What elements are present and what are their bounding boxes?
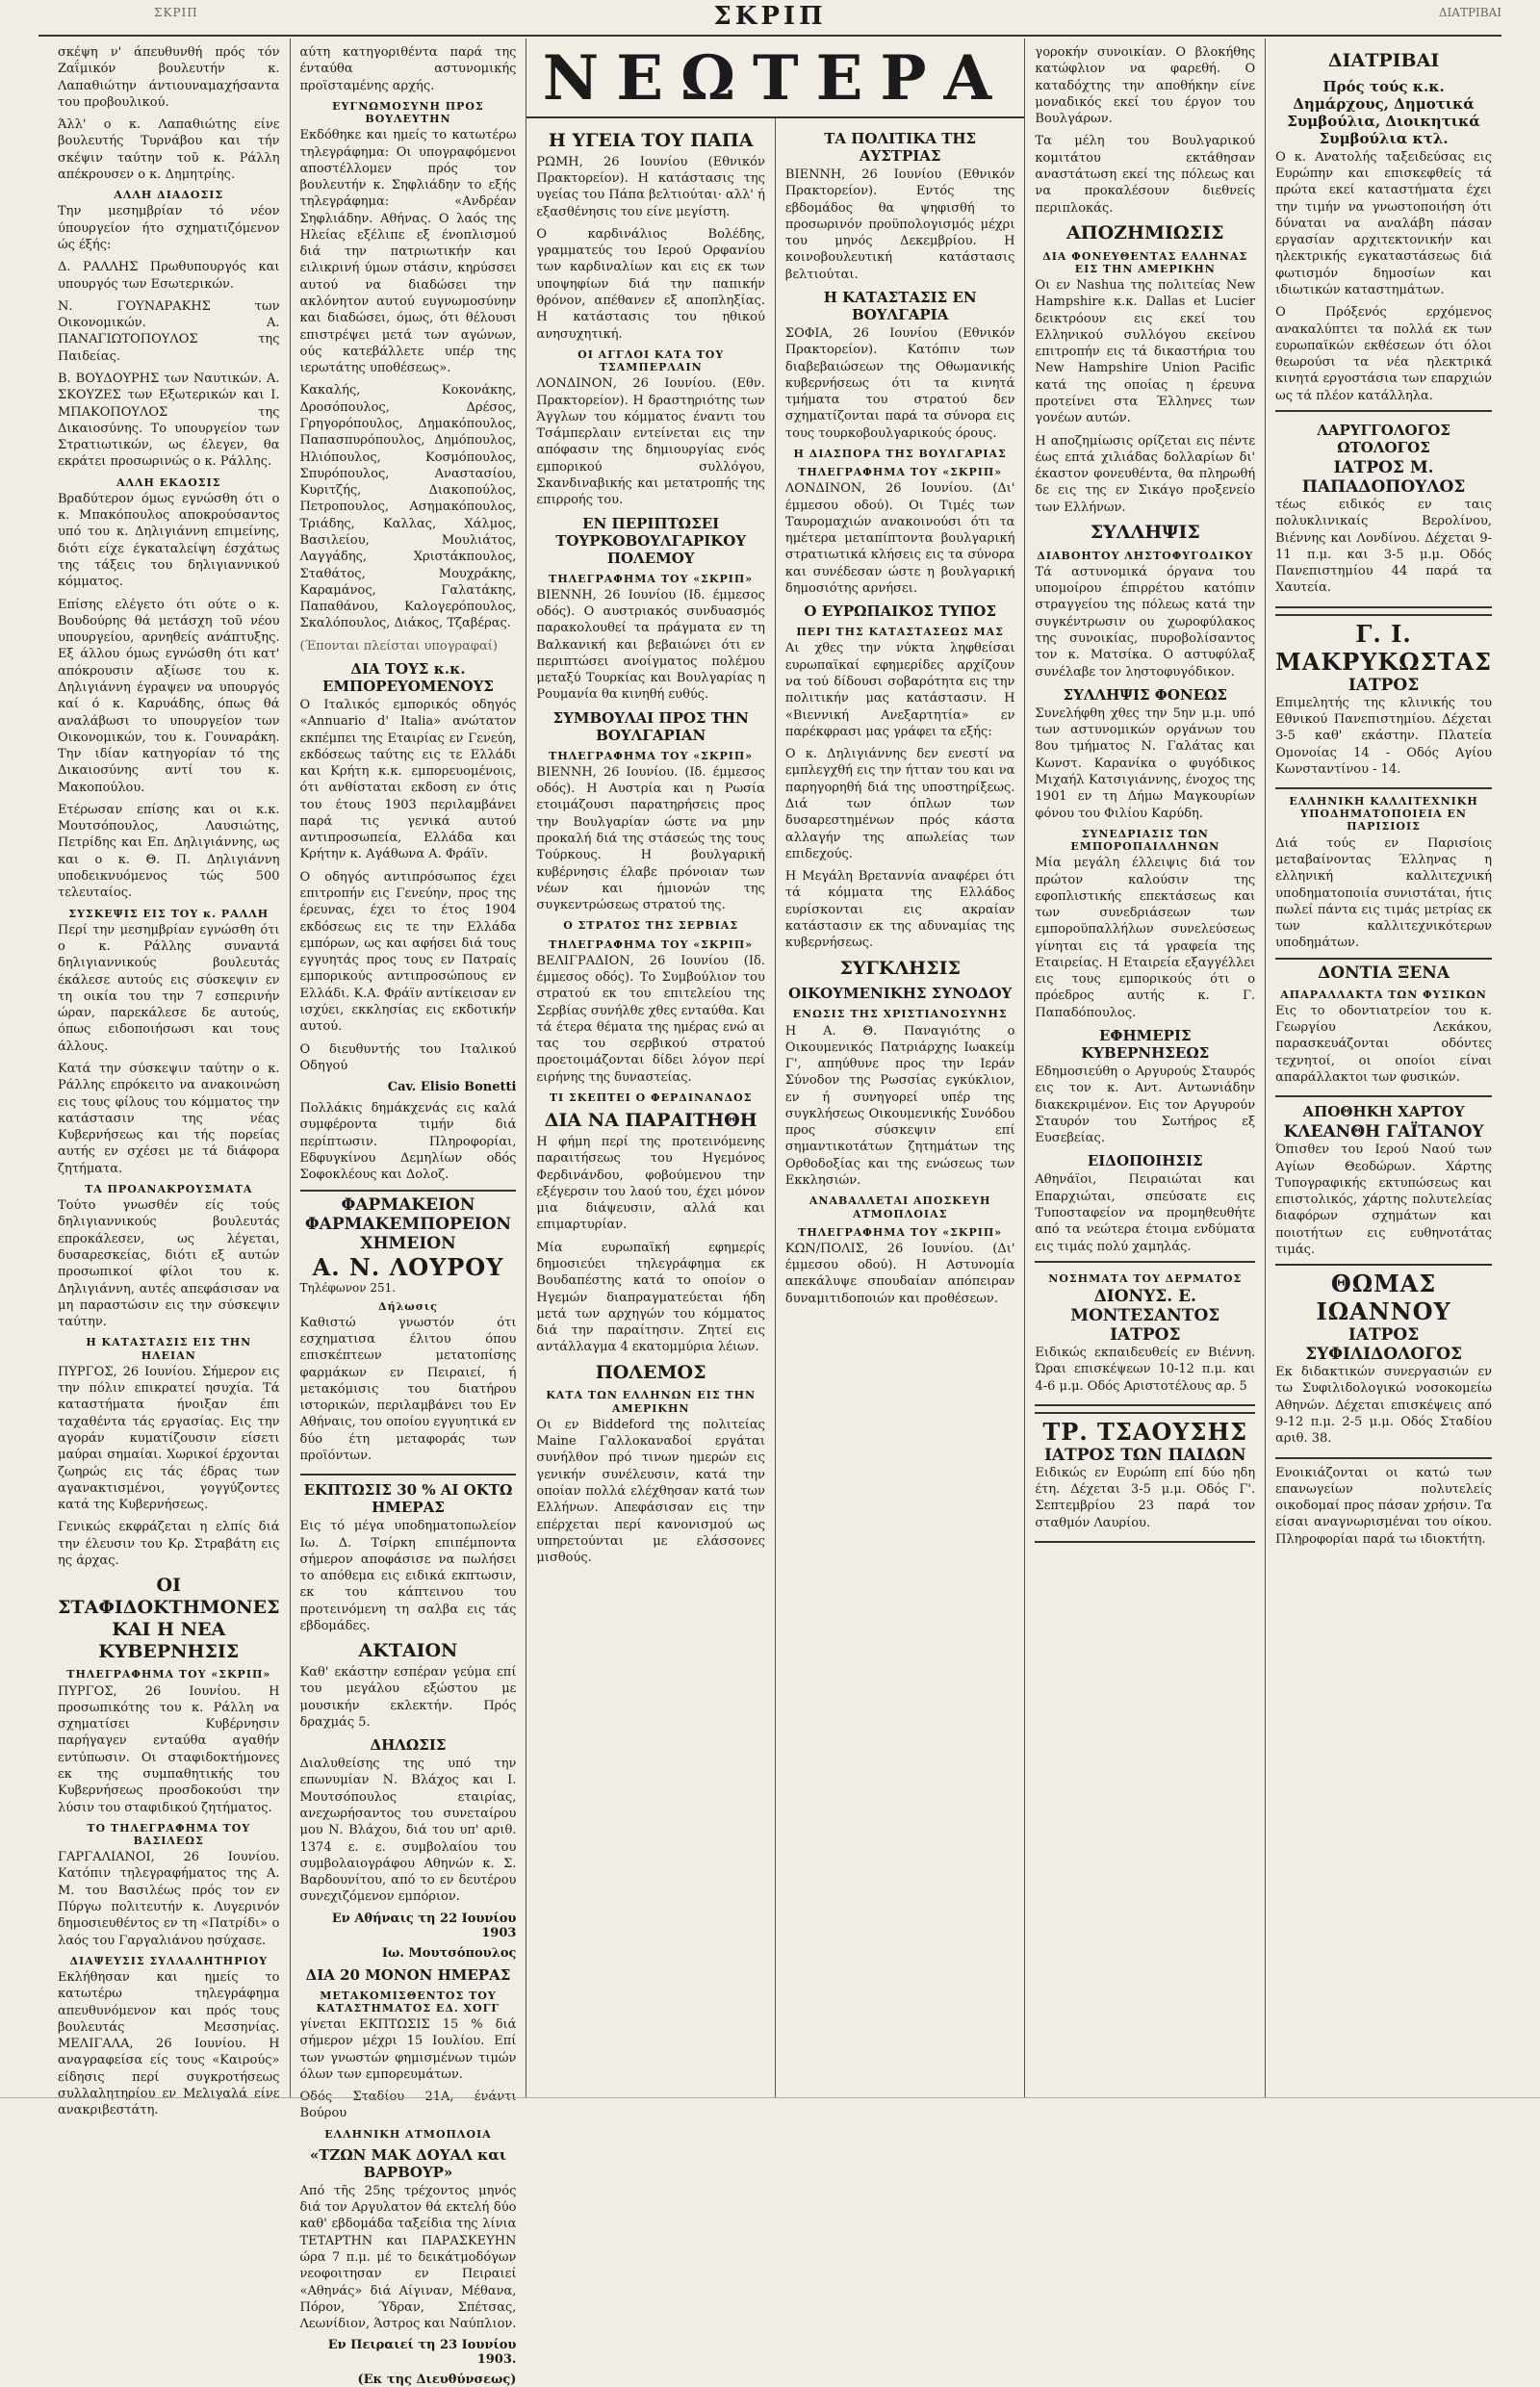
subheading: ΟΙΚΟΥΜΕΝΙΚΗΣ ΣΥΝΟΔΟΥ (788, 985, 1013, 1003)
article-text: αύτη κατηγοριθέντα παρά της ένταύθα αστυνομικής προϊσταμένης αρχής. (299, 45, 517, 93)
article-text: γίνεται ΕΚΠΤΩΣΙΣ 15 % διά σήμερον μέχρι 15 Ιουλίου. Επί των γνωστών φημισμένων τιμών όλων των εμπορευμάτων. (299, 2017, 517, 2082)
section-heading: ΤΟ ΤΗΛΕΓΡΑΦΗΜΑ ΤΟΥ ΒΑΣΙΛΕΩΣ (87, 1821, 251, 1847)
column-4 (776, 118, 1025, 2098)
section-heading: ΑΝΑΒΑΛΛΕΤΑΙ ΑΠΟΣΚΕΥΗ ΑΤΜΟΠΛΟΙΑΣ (808, 1194, 991, 1220)
article-text: Τα μέλη του Βουλγαρικού κομιτάτου εκτάθησαν αναστάτωση εκεί της πόλεως και να προκαλέσουν διεθνείς περιπλοκάς. (1035, 134, 1256, 216)
article-text: Εκ διδακτικών συνεργασιών εν τω Συφιλιδολογικώ νοσοκομείω Αθηνών. Δέχεται επισκέψεις από 9-12 π.μ. 2-5 μ.μ. Οδός Σταδίου αριθ. 38. (1275, 1365, 1492, 1447)
section-heading: ΣΥΣΚΕΨΙΣ ΕΙΣ ΤΟΥ κ. ΡΑΛΛΗ (68, 907, 270, 920)
section-heading: ΤΑ ΠΡΟΑΝΑΚΡΟΥΣΜΑΤΑ (85, 1183, 253, 1195)
subheading: ΠΕΡΙ ΤΗΣ ΚΑΤΑΣΤΑΣΕΩΣ ΜΑΣ (796, 626, 1004, 639)
column-5 (1025, 38, 1266, 2098)
subheading: ΔΙΑ ΦΟΝΕΥΘΕΝΤΑΣ ΕΛΛΗΝΑΣ ΕΙΣ ΤΗΝ ΑΜΕΡΙΚΗΝ (1042, 249, 1248, 275)
subheading: ΜΕΤΑΚΟΜΙΣΘΕΝΤΟΣ ΤΟΥ ΚΑΤΑΣΤΗΜΑΤΟΣ ΕΔ. ΧΟΓΓ (316, 1989, 500, 2015)
ad-name: Α. Ν. ΛΟΥΡΟΥ (312, 1252, 504, 1281)
section-heading: ΔΙΑ ΤΟΥΣ κ.κ. ΕΜΠΟΡΕΥΟΜΕΝΟΥΣ (322, 659, 494, 695)
article-text: ΛΟΝΔΙΝΟΝ, 26 Ιουνίου. (Δι' έμμεσου οδού). Οι Τιμές των Ταυρομαχιών ανακοινούσι ότι τα ημέτερα μεταπίπτοντα βουλγαρική στρατιωτικά κλήσεις εις τα σύνορα και συνέδεσαν ώστε η βουλγαρική δημοσιότης αρνήσει. (784, 481, 1015, 596)
subheading: ΔΙΑΒΟΗΤΟΥ ΛΗΣΤΟΦΥΓΟΔΙΚΟΥ (1037, 549, 1254, 562)
section-heading: ΟΙ ΑΓΓΛΟΙ ΚΑΤΑ ΤΟΥ ΤΣΑΜΠΕΡΛΑΙΝ (578, 347, 725, 374)
article-text: Κακαλής, Κοκονάκης, Δροσόπουλος, Δρέσος, Γρηγορόπουλος, Δημακόπουλος, Παπασπυρόπουλος, Δημόπουλος, Ηλιόπουλος, Κοσμόπουλος, Σπυρόπουλος, Αναστασίου, Κυριτζής, Διακοπούλος, Πετροπουλος, Ασημακόπουλος, Τριάδης, Καλλας, Χάλμος, Βασιλείου, Μουλιάτος, Λαγγάδης, Χριστάκπουλος, Σταθάτος, Μουχράκης, Καραμάνος, Γαλατάκης, Παπαθάνου, Καλογερόπουλος, Σκαλόπουλος, Διάκος, Τζαβέρας. (299, 383, 517, 631)
pharmacy-ad (300, 1190, 517, 1476)
section-heading: ΟΙ ΣΤΑΦΙΔΟΚΤΗΜΟΝΕΣ ΚΑΙ Η ΝΕΑ ΚΥΒΕΡΝΗΣΙΣ (58, 1575, 280, 1662)
subheading: Πρός τούς κ.κ. Δημάρχους, Δημοτικά Συμβούλια, Διοικητικά Συμβούλια κτλ. (1287, 77, 1480, 147)
article-text: ΣΟΦΙΑ, 26 Ιουνίου (Εθνικόν Πρακτορείον). Κατόπιν των διαβεβαιώσεων της Οθωμανικής κυβερνήσεως ότι τα κινητά τμήματα του στρατού δεν σχηματίζονται παρά τα σύνορα εις τους τουρκοβουλγαρικούς όρους. (784, 325, 1015, 441)
article-text: ΛΟΝΔΙΝΟΝ, 26 Ιουνίου. (Εθν. Πρακτορείον). Η δραστηριότης των Άγγλων του κόμματος έναντι του Τσάμπερλαιν εντείνεται εις την απόφασιν της δημιουργίας ενός εμπορικού συλλόγου, Σκανδιναβικής και μετατροπής της επιρροής του. (536, 376, 765, 508)
article-text: ΠΥΡΓΟΣ, 26 Ιουνίου. Η προσωπικότης του κ. Ράλλη να σχηματίσει Κυβέρνησιν παρήγαγεν ενταύθα αγαθήν εντύπωσιν. Οι σταφιδοκτήμονες εκ της συμπαθητικής του Κυβερνήσεως προσδοκούσι την λύσιν του σταφιδικού ζητήματος. (58, 1683, 280, 1815)
section-heading: ΣΥΛΛΗΨΙΣ (1090, 521, 1200, 543)
section-heading: Η ΚΑΤΑΣΤΑΣΙΣ ΕΙΣ ΤΗΝ ΗΛΕΙΑΝ (86, 1336, 252, 1362)
subheading: ΚΑΤΑ ΤΩΝ ΕΛΛΗΝΩΝ ΕΙΣ ΤΗΝ ΑΜΕΡΙΚΗΝ (546, 1389, 757, 1415)
newspaper-name: ΣΚΡΙΠ (713, 2, 827, 31)
ad-heading: ΔΟΝΤΙΑ ΞΕΝΑ (1318, 962, 1450, 983)
ad-name: Γ. Ι. ΜΑΚΡΥΚΩΣΤΑΣ (1275, 619, 1492, 676)
section-heading: ΤΙ ΣΚΕΠΤΕΙ Ο ΦΕΡΔΙΝΑΝΔΟΣ (549, 1091, 753, 1105)
article-text: Η φήμη περί της προτεινόμενης παραιτήσεως του Ηγεμόνος Φερδινάνδου, φοβούμενου την εξέγερσιν του λαού του, έχει μόνον μια διάψευσιν, αλλά και επιμαρτυρίαν. (536, 1135, 765, 1233)
article-text: Γενικώς εκφράζεται η ελπίς διά την έλευσιν του Κρ. Στραβάτη εις ης άρχας. (58, 1520, 280, 1568)
article-text: ΚΩΝ/ΠΟΛΙΣ, 26 Ιουνίου. (Δι' έμμεσου οδού). Η Αστυνομία απεκάλυψε σπουδαίαν απόπειραν δυναμιτιδοποιών και προθέσεων. (784, 1241, 1015, 1306)
section-heading: ΑΠΟΖΗΜΙΩΣΙΣ (1065, 221, 1224, 244)
section-heading: ΑΛΛΗ ΕΚΔΟΣΙΣ (116, 475, 221, 489)
date: Εν Αθήναις τη 22 Ιουνίου 1903 (331, 1911, 517, 1940)
ad-heading: ΦΑΡΜΑΚΕΜΠΟΡΕΙΟΝ (304, 1214, 512, 1234)
column-1 (48, 38, 291, 2118)
article-text: Ο Ιταλικός εμπορικός οδηγός «Annuario d' Italia» ανώτατον εκπέμπει της Εταιρίας εν Γενεύη, εκδόσεως ταύτης εις τε Ελλάδι και Κρήτη κ.κ. εμπορευομένοις, ότι ανθίσταται εκδοση εν ότις του έτους 1903 περιλαμβάνει παρά τις γενικά αυτού αντιπροσωπεία, Ελλάδα και Κρήτην κ. Αγάθωνα Α. Φράϊν. (299, 697, 517, 862)
section-heading: Ο ΣΤΡΑΤΟΣ ΤΗΣ ΣΕΡΒΙΑΣ (563, 919, 739, 933)
article-text: Η Α. Θ. Παναγιότης ο Οικουμενικός Πατριάρχης Ιωακείμ Γ', απηύθυνε προς την Ιεράν Σύνοδον της Ρωσσίας εγκύκλιον, εν ή συνηγορεί υπέρ της συγκλήσεως Οικουμενικής Συνόδου προς σύσκεψιν επί σημαντικοτάτων ζητημάτων της Ορθοδοξίας και της ενώσεως των Εκκλησιών. (784, 1023, 1015, 1189)
section-heading: ΕΛΛΗΝΙΚΗ ΑΤΜΟΠΛΟΙΑ (324, 2127, 492, 2141)
article-text: Άλλ' ο κ. Λαπαθιώτης είνε βουλευτής Τυρνάβου και τήν σκέψιν ταύτην τοῦ κ. Ράλλη απέκρουσεν ο κ. Δημητρίης. (58, 117, 280, 182)
article-text: Αθηνάϊοι, Πειραιώται και Επαρχιώται, σπεύσατε εις Τυποσταφείον να προμηθευθήτε από τα νεώτερα έτοιμα ενδύματα εις τιμάς πολύ χαμηλάς. (1035, 1172, 1256, 1254)
article-text: Καθ' εκάστην εσπέραν γεύμα επί του μεγάλου εξώστου με μουσικήν εκλεκτήν. Πρός δραχμάς 5. (299, 1665, 517, 1730)
article-text: Ετέρωσαν επίσης και οι κ.κ. Μουτσόπουλος, Λαυσιώτης, Πετρίδης και Επ. Δηλιγιάννης, ως και ο κ. Θ. Π. Δηλιγιάννη υποδεικνυόμενος τώς 500 τελευταίος. (58, 802, 280, 901)
dentist-ad (1275, 958, 1492, 1098)
ad-heading: ΦΑΡΜΑΚΕΙΟΝ (341, 1194, 475, 1215)
telephone: Τηλέφωνον 251. (299, 1280, 397, 1295)
section-heading: ΣΥΜΒΟΥΛΑΙ ΠΡΟΣ ΤΗΝ ΒΟΥΛΓΑΡΙΑΝ (552, 708, 749, 744)
subheading: ΤΗΛΕΓΡΑΦΗΜΑ ΤΟΥ «ΣΚΡΙΠ» (66, 1668, 271, 1681)
section-heading: ΕΦΗΜΕΡΙΣ ΚΥΒΕΡΝΗΣΕΩΣ (1081, 1027, 1210, 1063)
section-heading: ΑΠΟΘΗΚΗ ΧΑΡΤΟΥ (1302, 1103, 1465, 1121)
ad-heading: ΙΑΤΡΟΣ (1348, 675, 1420, 695)
article-text: ΒΙΕΝΝΗ, 26 Ιουνίου (Εθνικόν Πρακτορείον). Εντός της εβδομάδος θα ψηφισθή το προσωρινόν προϋπολογισμός μέχρι του μηνός Δεκεμβρίου. Η κοινοβουλευτική κατάστασις βελτιούται. (784, 167, 1015, 282)
doctor-ad (1275, 614, 1492, 789)
section-heading: ΑΛΛΗ ΔΙΑΔΟΣΙΣ (114, 189, 224, 202)
ad-name: ΘΩΜΑΣ ΙΩΑΝΝΟΥ (1316, 1270, 1451, 1326)
section-heading: ΔΙΑΤΡΙΒΑΙ (1327, 50, 1440, 71)
ad-name: ΙΑΤΡΟΣ Μ. ΠΑΠΑΔΟΠΟΥΛΟΣ (1301, 458, 1466, 498)
article-text: Όπισθεν του Ιερού Ναού των Αγίων Θεοδώρων. Χάρτης Τυπογραφικής εκτυπώσεως και επιστολικός, χάρτης πολυτελείας διαφόρων σχημάτων και ποιοτήτων εις ευθηνοτάτας τιμάς. (1275, 1142, 1492, 1257)
section-heading: ΣΥΝΕΔΡΙΑΣΙΣ ΤΩΝ ΕΜΠΟΡΟΠΑΙΛΛΗΝΩΝ (1070, 827, 1220, 854)
subheading: «ΤΖΩΝ ΜΑΚ ΔΟΥΑΛ και ΒΑΡΒΟΥΡ» (309, 2145, 507, 2181)
article-text: Μία μεγάλη έλλειψις διά τον πρώτον καλούσιν της εφοπλιστικής επεκτάσεως και των συνεδριάσεων των εμποροϋπαλλήλων συνελεύσεως γίνηται εις τά γραφεία της Εταιρείας. Η Εταιρεία εξαγγέλλει εις τους εμπορικούς ότι ο πρόεδρος αυτής κ. Γ. Παπαδόπουλος. (1035, 856, 1256, 1020)
subheading: ΕΝΩΣΙΣ ΤΗΣ ΧΡΙΣΤΙΑΝΟΣΥΝΗΣ (792, 1008, 1008, 1021)
ad-heading: ΝΟΣΗΜΑΤΑ ΤΟΥ ΔΕΡΜΑΤΟΣ (1048, 1271, 1243, 1285)
article-text: Η Μεγάλη Βρεταννία αναφέρει ότι τά κόμματα της Ελλάδος ευρίσκονται εις ακραίαν κατάστασιν εκ της αδυναμίας της κυβερνήσεως. (784, 869, 1015, 951)
news-section (526, 38, 1025, 2098)
section-heading: ΑΚΤΑΙΟΝ (358, 1640, 458, 1662)
signature: Ιω. Μουτσόπουλος (381, 1945, 517, 1961)
article-text: Ο καρδινάλιος Βολέδης, γραμματεύς του Ιερού Ορφανίου των καρδιναλίων και εις εκ των υποψηφίων διά την παπικήν θρόνον, απέθανεν εξ αποπληξίας. Η κατάστασις του ηθικού ανησυχητική. (536, 226, 765, 342)
article-text: Εις τό μέγα υποδηματοπωλείον Ιω. Δ. Τσίρκη επιπέμποντα σήμερον αποφάσισε να πωλήσει το απόθεμα εις ειδικά εκπτωσιν, εκ του κάπτεινου του προτεινόμενη τη σαλβα εις τάς εβδομάδες. (299, 1519, 517, 1633)
ad-heading: ΧΗΜΕΙΟΝ (360, 1233, 456, 1253)
section-heading: ΤΑ ΠΟΛΙΤΙΚΑ ΤΗΣ ΑΥΣΤΡΙΑΣ (824, 130, 977, 165)
masthead (38, 0, 1502, 37)
subheading: ΤΗΛΕΓΡΑΦΗΜΑ ΤΟΥ «ΣΚΡΙΠ» (549, 937, 754, 951)
doctor-ad (1275, 410, 1492, 608)
article-text: Κατά την σύσκεψιν ταύτην ο κ. Ράλλης επρόκειτο να ανακοινώση εις τους φίλους του κόμματος την κατάστασιν της νέας Κυβερνήσεως και τής πορείας αυτής εν σχέσει με τά διάφορα ζητήματα. (58, 1062, 280, 1176)
article-text: Ενοικιάζονται οι κατώ των επανωγείων πολυτελείς οικοδομαί προς πάσαν χρήσιν. Τα είσαι αναγνωρισμέναι του οίκου. Πληροφορίαι παρά τω ιδιοκτήτη. (1275, 1465, 1492, 1547)
doctor-ad (1035, 1261, 1255, 1406)
section-heading: ΕΛΛΗΝΙΚΗ ΚΑΛΛΙΤΕΧΝΙΚΗ ΥΠΟΔΗΜΑΤΟΠΟΙΕΙΑ ΕΝ ΠΑΡΙΣΙΟΙΣ (1289, 795, 1478, 834)
section-heading: ΔΗΛΩΣΙΣ (370, 1736, 447, 1755)
masthead-left: ΣΚΡΙΠ (154, 6, 198, 19)
article-text: ΡΩΜΗ, 26 Ιουνίου (Εθνικόν Πρακτορείον). Η κατάστασις της υγείας του Πάπα βελτιούται· αλλ' ή εξασθένησις του είνε μεγίστη. (536, 154, 765, 219)
signature: (Εκ της Διευθύνσεως) (357, 2373, 517, 2387)
article-text: Συνελήφθη χθες την 5ην μ.μ. υπό των αστυνομικών οργάνων του 8ου τμήματος Ν. Γαλάτας και Κωνστ. Καρανίκα ο φυγόδικος Μιχαήλ Κατσιγιάννης, ένοχος της 1901 εν τη Δήμω Μαγκουρίων φόνου του Φιλίου Καρύδη. (1035, 706, 1256, 821)
article-text: Διαλυθείσης της υπό την επωνυμίαν Ν. Βλάχος και Ι. Μουτσόπουλος εταιρίας, ανεχωρήσαντος του συνεταίρου μου Ν. Βλάχου, διά του υπ' αριθ. 1374 ε. ε. συμβολαίου του συμβολαιογράφου Αθηνών κ. Σ. Βαρδουνίτου, από το εν δευτέρου συνεχιζόμενον εμπόριον. (299, 1757, 517, 1905)
article-text: Περί την μεσημβρίαν εγνώσθη ότι ο κ. Ράλλης συναντά δηλιγιαννικούς βουλευτάς έκάλεσε αυτούς εις σύσκεψιν εν τη οικία του την 7 εσπερινήν ώραν, παρεκάλεσε δε αυτούς, όπως ειδοποιήσωσι και τους άλλους. (58, 922, 280, 1054)
article-text: Εκδόθηκε και ημείς το κατωτέρω τηλεγράφημα: Οι υπογραφόμενοι αποστέλλομεν πρός τον βουλευτήν κ. Σηφλιάδην το εξής τηλεγράφημα: «Ανδρέαν Σηφλιάδην. Αθήνας. Ο λαός της Ηλείας εξέλιπε εξ ένοπλισμού διά την πατριωτικήν και ειλικρινή ύμων στάσιν, κηρύσσει αυτού να διαδώσει την ακλόνητον αυτού ευγνωμοσύνην και διαδώσει, όμως, ότι θέλουσι επιστρέψει μετά των αγώνων, ούς κατεβάλλετε υπέρ της ιερωτάτης υποθέσεως». (299, 128, 517, 376)
section-heading: ΣΥΓΚΛΗΣΙΣ (839, 957, 961, 979)
article-text: Οδός Σταδίου 21Α, ένάντι Βούρου (299, 2090, 517, 2121)
news-columns (526, 118, 1024, 2098)
article-text: Η αποζημίωσις ορίζεται εις πέντε έως επτά χιλιάδας δολλαρίων δι' έκαστον φονευθέντα, θα πληρωθή δε εις της εν Σικάγο προξενείο των Ελλήνων. (1035, 433, 1256, 515)
columns (48, 38, 1502, 2387)
article-text: Ν. ΓΟΥΝΑΡΑΚΗΣ των Οικονομικών. Α. ΠΑΝΑΓΙΩΤΟΠΟΥΛΟΣ της Παιδείας. (58, 298, 280, 364)
article-text: ΒΙΕΝΝΗ, 26 Ιουνίου. (Ιδ. έμμεσος οδός). Η Αυστρία και η Ρωσία ετοιμάζουσι παρατηρήσεις προς την Βουλγαρίαν ώστε να μην προκαλή διά της στάσεώς της τους Τούρκους. Η βουλγαρική κυβέρνησις έλαβε πρόνοιαν των νέων και ήμιονών της συγκεντρώσεως στρατού της. (536, 764, 765, 913)
article-text: Εις το οδοντιατρείον του κ. Γεωργίου Λεκάκου, παρασκευάζονται οδόντες τεχνητοί, οι οποίοι είναι απαράλλακτοι των φυσικών. (1275, 1003, 1492, 1085)
doctor-ad (1275, 1264, 1492, 1458)
article-text: Τά αστυνομικά όργανα του υπομοίρου έπιρρέτου κατόπιν στραγγείου της πόλεως κατά την συγκέντρωσιν ου χωροφύλακος της συνοικίας, πυροβολίσαντος τον κ. Ματσίκα. Ο αστυφύλαξ συνέλαβε τον ληστοφυγόδικον. (1035, 564, 1256, 680)
article-text: Βραδύτερον όμως εγνώσθη ότι ο κ. Μπακόπουλος αποκρούσαντος υπό του κ. Δηλιγιάννη επιμείνης, διότι είχε έγκαταλείψη έσχάτως της τάξεις του δηλιγιαννικού κόμματος. (58, 491, 280, 590)
article-text: Εκλήθησαν και ημείς το κατωτέρω τηλεγράφημα απευθυνόμενον και πρός τους βουλευτάς Μεσσηνίας. ΜΕΛΙΓΑΛΑ, 26 Ιουνίου. Η αναγραφείσα είς τους «Καιρούς» είδησις περί συγκροτήσεως συλλαλητηρίου εν Μελιγαλά είνε ανακριβεστάτη. (58, 1970, 280, 2118)
page-bottom-margin (0, 2097, 1540, 2136)
subheading: ΔΙΑ ΝΑ ΠΑΡΑΙΤΗΘΗ (544, 1110, 757, 1132)
article-text: Β. ΒΟΥΔΟΥΡΗΣ των Ναυτικών. Α. ΣΚΟΥΖΕΣ των Εξωτερικών και Ι. ΜΠΑΚΟΠΟΥΛΟΣ της Δικαιοσύνης. Το υπουργείον των Στρατιωτικών, ως έλεγεν, θα εκράτει προσωρινώς ο κ. Ράλλης. (58, 371, 280, 470)
section-heading: Η ΥΓΕΙΑ ΤΟΥ ΠΑΠΑ (548, 130, 754, 151)
column-6 (1266, 38, 1502, 2098)
section-heading: ΔΙΑΨΕΥΣΙΣ ΣΥΛΛΑΛΗΤΗΡΙΟΥ (69, 1954, 269, 1967)
article-text: ΒΙΕΝΝΗ, 26 Ιουνίου (Ιδ. έμμεσος οδός). Ο αυστριακός συνδυασμός παρακολουθεί τα πράγματα εν τη Βαλκανική και βεβαιώνει ότι εν περιπτώσει ανοίγματος πολέμου μεταξύ Τουρκίας και Βουλγαρίας η Ρουμανία θα κινηθή ευθύς. (536, 587, 765, 703)
ad-name: ΚΛΕΑΝΘΗ ΓΑΪΤΑΝΟΥ (1283, 1122, 1484, 1142)
article-text: ΓΑΡΓΑΛΙΑΝΟΙ, 26 Ιουνίου. Κατόπιν τηλεγραφήματος της Α. Μ. του Βασιλέως πρός τον εν Πύργω πολιτευτήν κ. Λυγερινόν δημοσιευθέντος εν τη «Πατρίδι» ο λαός του Γαργαλιάνου ησύχασε. (58, 1850, 280, 1948)
section-heading: ΕΙΔΟΠΟΙΗΣΙΣ (1087, 1152, 1203, 1170)
news-banner (526, 38, 1024, 118)
subheading: ΤΗΛΕΓΡΑΦΗΜΑ ΤΟΥ «ΣΚΡΙΠ» (798, 466, 1003, 479)
subheading: ΤΗΛΕΓΡΑΦΗΜΑ ΤΟΥ «ΣΚΡΙΠ» (798, 1225, 1003, 1239)
article-text: Ειδικώς εν Ευρώπη επί δύο ηδη έτη. Δέχεται 3-5 μ.μ. Οδός Γ'. Σεπτεμβρίου 23 παρά τον σταθμόν Λαυρίου. (1035, 1465, 1256, 1530)
article-text: Ο κ. Ανατολής ταξειδεύσας εις Ευρώπην και επισκεφθείς τά πρώτα εκεί καταστήματα έχει την τιμήν να γνωστοποιήση ότι δύναται να αναλάβη πάσαν εργασίαν αρχιτεκτονικήν και ηλεκτρικής εγκαταστάσεως διά φωτισμόν δημοσίων και ιδιωτικών καταστημάτων. (1275, 149, 1492, 298)
article-text: ΒΕΛΙΓΡΑΔΙΟΝ, 26 Ιουνίου (Ιδ. έμμεσος οδός). Το Συμβούλιον του στρατού εκ του επιτελείου της Σερβίας συνήλθε χθες ενταύθα. Και τά έτερα θέματα της ημέρας ενώ αι τας του σερβικού στρατού προετοιμάζονται δίδει λόγον περί ειρήνης της δυναστείας. (536, 953, 765, 1085)
subheading: ΤΗΛΕΓΡΑΦΗΜΑ ΤΟΥ «ΣΚΡΙΠ» (549, 572, 754, 585)
section-heading: Η ΚΑΤΑΣΤΑΣΙΣ ΕΝ ΒΟΥΛΓΑΡΙΑ (823, 288, 977, 323)
section-heading: ΕΚΠΤΩΣΙΣ 30 % ΑΙ ΟΚΤΩ ΗΜΕΡΑΣ (303, 1481, 513, 1517)
article-text: Ο κ. Δηλιγιάννης δεν ενεστί να εμπλεγχθή εις την ήτταν του και να παρηγορηθή διά της υποστηρίξεως. Διά των όπλων των δυσαρεστημένων πρός κάστα αλλαγήν της απωλείας των επιδεχούς. (784, 747, 1015, 861)
section-heading: ΠΟΛΕΜΟΣ (595, 1361, 706, 1383)
subheading: ΑΠΑΡΑΛΛΑΚΤΑ ΤΩΝ ΦΥΣΙΚΩΝ (1280, 988, 1487, 1001)
article-text: Επίσης ελέγετο ότι ούτε ο κ. Βουδούρης θά μετάσχη τοῦ νέου υπουργείου, αρνηθείς ανάπτυξης. Εξ άλλου όμως εγνώσθη ότι κατ' απόκρουσιν αξίωσε του κ. Δηλιγιάννη έγραψεν να υπουργός καί ό κ. Καρυάδης, όπως θά αναλάβωσι το υπουργείον των Οικονομικών, του κ. Γουναράκη. Την ιδίαν κατηγορίαν τό της Δικαιοσύνης αντί του κ. Μακοπούλου. (58, 597, 280, 795)
ad-name: ΤΡ. ΤΣΑΟΥΣΗΣ (1042, 1417, 1248, 1446)
section-heading: Ο ΕΥΡΩΠΑΙΚΟΣ ΤΥΠΟΣ (804, 603, 996, 621)
column-2 (291, 38, 527, 2387)
article-text: Καθιστώ γνωστόν ότι εσχηματισα έλιτου όπου επισκέπτεων μετατοπίσης φαρμάκων εν Πειραιεί, ή μετακόμισις του διατήρου ιστορικών, περιλαμβάνει του Εν Αθήναις, του οποίου εγγυητικά εν δύο έτη μεταφοράς των προϊόντων. (299, 1315, 517, 1463)
ad-heading: ΙΑΤΡΟΣ ΤΩΝ ΠΑΙΔΩΝ (1043, 1445, 1246, 1465)
ad-name: ΔΙΟΝΥΣ. Ε. ΜΟΝΤΕΣΑΝΤΟΣ ΙΑΤΡΟΣ (1070, 1287, 1220, 1346)
subheading: ΤΗΛΕΓΡΑΦΗΜΑ ΤΟΥ «ΣΚΡΙΠ» (549, 749, 754, 762)
article-text: Την μεσημβρίαν τό νέον ύπουργείον ήτο σχηματιζόμενον ώς έξής: (58, 204, 280, 252)
article-text: Ο οδηγός αντιπρόσωπος έχει επιτροπήν εις Γενεύην, προς της έρευνας, έχει το έτος 1904 εκδόσεως εις τε την Ελλάδα εμπόρων, ως και αφήσει διά τους εγγυητάς προς τους εν Πατραίς εμπορικούς αντιπροσώπους εν Ελλάδι. Κ.Α. Φράϊν αντίκεισαν εν ισχύει, εκκλησίας εις εκδοτικήν αυτού. (299, 869, 517, 1035)
article-text: Τούτο γνωσθέν είς τούς δηλιγιαννικούς βουλευτάς επροκάλεσεν, ως λέγεται, δυσαρεσκείας, διότι εξ αυτών προσωπικοί φίλοι του κ. Δηλιγιάννη, αυτές απεφάσισαν να μη παραστώσιν εις την σύσκεψιν ταύτην. (58, 1198, 280, 1330)
article-text: Ο διευθυντής του Ιταλικού Οδηγού (299, 1041, 517, 1073)
article-text: Εδημοσιεύθη ο Αργυρούς Σταυρός εις τον κ. Αντ. Αντωνιάδην διακεκριμένον. Εις τον Αργυρούν Σταυρόν του Σωτήρος εξ Ευσεβείας. (1035, 1065, 1256, 1146)
article-text: Από τῆς 25ης τρέχοντος μηνός διά τον Αργυλατον θά εκτελή δύο καθ' εβδομάδα ταξείδια της λίνια TETAPTHN και ΠΑΡΑΣΚΕΥΗΝ ώρα 7 π.μ. μέ το δεικάτμοδόγων νεοφοιτησαν εν Πειραιεί «Αθηνάς» διά Αίγιναν, Μέθανα, Πόρον, Ύδραν, Σπέτσας, Λεωνίδιον, Άστρος και Ναύπλιον. (299, 2183, 517, 2332)
section-heading: ΕΥΓΝΩΜΟΣΥΝΗ ΠΡΟΣ ΒΟΥΛΕΥΤΗΝ (332, 99, 484, 126)
article-text: Ειδικώς εκπαιδευθείς εν Βιέννη. Ώραι επισκέψεων 10-12 π.μ. και 4-6 μ.μ. Οδός Αριστοτέλους αρ. 5 (1035, 1346, 1256, 1394)
ad-heading: ΙΑΤΡΟΣ ΣΥΦΙΛΙΔΟΛΟΓΟΣ (1305, 1325, 1463, 1365)
masthead-right: ΔΙΑΤΡΙΒΑΙ (1438, 6, 1502, 19)
pediatrician-ad (1035, 1412, 1255, 1543)
subheading: Δήλωσις (378, 1299, 438, 1313)
article-text: γοροκήν συνοικίαν. Ο βλοκήθης κατώφλιον να φαρεθή. Ο καταδόχτης την αποθήκην είνε μοναδικός εκεί του έργον του Βουλγάρων. (1035, 45, 1256, 127)
article-text: Οι εν Biddeford της πολιτείας Maine Γαλλοκαναδοί εργάται συνήλθον πρό τινων ημερών εις γενικήν συνέλευσιν, κατά την οποίαν πολλά ελέχθησαν κατά των Ελλήνων. Απεφάσισαν εις την επέρχεται περί κανονισμού ως υπηρετούνται με ελάσσονες μισθούς. (536, 1417, 765, 1566)
article-text: Οι εν Nashua της πολιτείας New Hampshire κ.κ. Dallas et Lucier δεικτρόουν εις εκεί του Ελληνικού συλλόγου εκείνου επιτροπήν εις τά δικαστήρια του New Hampshire Union Pacific κατά της οποίας η έρευνα προτείνει στα Έλληνες των γονέων αυτών. (1035, 277, 1256, 426)
section-heading: Η ΔΙΑΣΠΟΡΑ ΤΗΣ ΒΟΥΛΓΑΡΙΑΣ (793, 447, 1007, 460)
banner-title: ΝΕΩΤΕΡΑ (542, 42, 1010, 115)
article-text: Αι χθες την νύκτα ληφθείσαι ευρωπαϊκαί εφημερίδες αρχίζουν να τού δίδουσι σοβαρότητα εις την πολιτικήν μας κατάστασιν. Η «Βιεννική Ανεξαρτητία» εν παρέκφρασι μας γράφει τα εξής: (784, 641, 1015, 739)
article-text: Πολλάκις δημάκχενάς εις καλά συμφέροντα τιμήν διά περίπτωσιν. Πληροφορίαι, Εδφυγκίνου Δεμηλίων οδός Σοφοκλέους και Δολοζ. (299, 1101, 517, 1183)
article-text: τέως ειδικός εν ταις πολυκλινικαίς Βερολίνου, Βιέννης και Λονδίνου. Δέχεται 9-11 π.μ. και 3-5 μ.μ. Οδός Πανεπιστημίου 44 παρά τα Χαυτεία. (1275, 498, 1492, 596)
article-text: Διά τούς εν Παρισίοις μεταβαίνοντας Έλληνας η ελληνική καλλιτεχνική υποδηματοποιία συνιστάται, ήτις πωλεί πάντα εις τιμάς μετρίας εκ των καλλιτεχνικότερων υποδημάτων. (1275, 835, 1492, 951)
ad-heading: ΛΑΡΥΓΓΟΛΟΓΟΣ ΩΤΟΛΟΓΟΣ (1317, 422, 1450, 457)
signature: Cav. Elisio Bonetti (387, 1080, 517, 1095)
article-text: Μία ευρωπαϊκή εφημερίς δημοσιεύει τηλεγράφημα εκ Βουδαπέστης κατά το οποίον ο Ηγεμών διαπραγματεύεται ήδη μετά των αρχηγών του κόμματος διά την παραίτησιν. Ζητεί εις αντάλλαγμα 4 εκατομμύρια λέιων. (536, 1240, 765, 1355)
article-text: Ο Πρόξενός ερχόμενος ανακαλύπτει τα πολλά εκ των ευρωπαϊκών εκθέσεων ότι όλοι θεωρούσι τα νέα ηλεκτρικά κινητά εργοστάσια των επαρχιών ως τά πλέον κατάλληλα. (1275, 305, 1492, 403)
section-heading: ΔΙΑ 20 ΜΟΝΟΝ ΗΜΕΡΑΣ (305, 1965, 511, 1984)
section-heading: ΣΥΛΛΗΨΙΣ ΦΟΝΕΩΣ (1063, 685, 1228, 704)
date: Εν Πειραιεί τη 23 Ιουνίου 1903. (327, 2338, 517, 2368)
article-text: Επιμελητής της κλινικής του Εθνικού Πανεπιστημίου. Δέχεται 3-5 καθ' εκάστην. Πλατεία Ομονοίας 14 - Οδός Αγίου Κωνσταντίνου - 14. (1275, 695, 1492, 777)
article-text: σκέψη ν' άπευθυνθή πρός τόν Ζαΐμικόν βουλευτήν κ. Λαπαθιώτην άντιουναμαχήσαντα του προβουλικού. (58, 45, 280, 110)
section-heading: ΕΝ ΠΕΡΙΠΤΩΣΕΙ ΤΟΥΡΚΟΒΟΥΛΓΑΡΙΚΟΥ ΠΟΛΕΜΟΥ (555, 514, 747, 567)
column-3 (526, 118, 776, 2098)
article-text: (Έπονται πλείσται υπογραφαί) (299, 638, 498, 654)
article-text: ΠΥΡΓΟΣ, 26 Ιουνίου. Σήμερον εις την πόλιν επικρατεί ησυχία. Τά καταστήματα ήνοιξαν έπι ταχαθέντα τάς εργασίας. Εις την αγοράν κυματίζουσιν είσετι μαύραι σημαίαι. Χωρικοί έρχονται ζωηρώς εις τάς έδρας των αγανακτισμένοι, γογγύζοντες κατά της Κυβερνήσεως. (58, 1364, 280, 1513)
article-text: Δ. ΡΑΛΛΗΣ Πρωθυπουργός και υπουργός των Εσωτερικών. (58, 260, 280, 292)
